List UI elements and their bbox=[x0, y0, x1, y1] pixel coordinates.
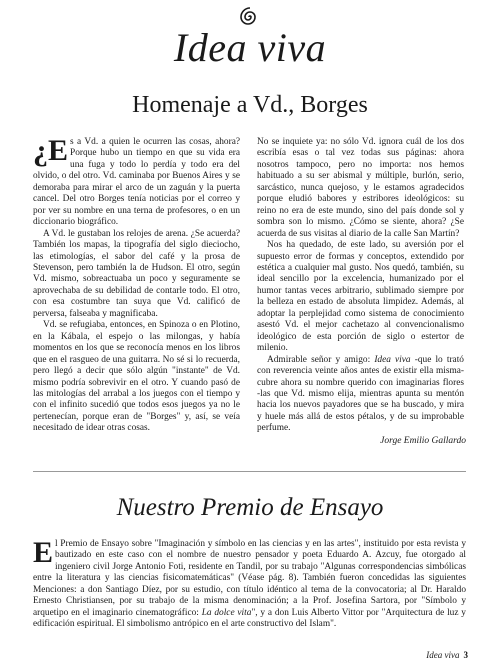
running-title: Idea viva bbox=[426, 650, 460, 660]
article-paragraph: A Vd. le gustaban los relojes de arena. ¿Se acuerda? También los mapas, la tipografía del siglo dieciocho, las etimologías, el sabor del café y la prosa de Stevenson, pero también la de Hudson. El otro, según Vd. mismo, sobreactuaba un poco y seguramente se aprovechaba de su debilidad de contarle todo. El otro, con esa costumbre tan suya que Vd. calificó de perversa, falseaba y magnificaba. bbox=[33, 228, 240, 319]
article-paragraph: ¿E s a Vd. a quien le ocurren las cosas, ahora? Porque hubo un tiempo en que su vida era una fuga y todo lo perdía y todo era del olvido, o del otro. Vd. caminaba por Buenos Aires y se demoraba para mirar el arco de un zaguán y la puerta cancel. Del otro Borges tenía noticias por el correo y por ver su nombre en una terna de profesores, o en un diccionario biográfico. bbox=[33, 134, 240, 228]
article-title: Homenaje a Vd., Borges bbox=[132, 92, 368, 118]
article-paragraph: Nos ha quedado, de este lado, su aversión por el supuesto error de formas y conceptos, extendido por estética a cualquier mal gusto. Nos quedó, también, su ideal sencillo por la excelencia, humanizado por el humor tantas veces arbitrario, sublimado siempre por la belleza en estado de absoluta limpidez. Además, al adoptar la perplejidad como sistema de conocimiento asestó Vd. el mejor cachetazo al convencionalismo ideológico de esta porción de siglo o estertor de milenio. bbox=[257, 240, 464, 354]
drop-cap: ¿E bbox=[33, 134, 69, 167]
magazine-title: Idea viva bbox=[173, 25, 327, 70]
section-title: Nuestro Premio de Ensayo bbox=[116, 494, 384, 521]
section-divider bbox=[33, 471, 466, 472]
page-number: 3 bbox=[463, 650, 468, 660]
essay-announcement bbox=[33, 536, 466, 631]
drop-cap: E bbox=[33, 536, 54, 569]
masthead bbox=[0, 6, 500, 68]
page-footer bbox=[426, 650, 468, 660]
article-paragraph: Admirable señor y amigo: Idea viva -que lo trató con reverencia veinte años antes de existir ella misma- cubre ahora su nombre querido con imaginarias flores -las que Vd. mismo elija, mientras apunta su mentón hacia los nuevos payadores que se ha buscado, y mira y huele más allá de estos pétalos, y de su improbable perfume. bbox=[257, 354, 464, 434]
article-author: Jorge Emilio Gallardo bbox=[380, 436, 466, 446]
essay-paragraph: El Premio de Ensayo sobre "Imaginación y símbolo en las ciencias y en las artes", instituido por esta revista y bautizado en este caso con el nombre de nuestro pensador y poeta Eduardo A. Azcuy, fue otorgado al ingeniero civil Jorge Antonio Foti, residente en Tandil, por su trabajo "Algunas correspondencias simbólicas entre la literatura y las ciencias fisicomatemáticas" (Véase pág. 8). También fueron concedidas las siguientes Menciones: a don Santiago Díez, por su estudio, con título idéntico al tema de la convocatoria; al Dr. Haraldo Ernesto Christiansen, por su trabajo de la misma denominación; a la Prof. Josefina Sartora, por "Símbolo y arquetipo en el imaginario cinematográfico: La dolce vita", y a don Luis Alberto Vittor por "Arquitectura de luz y edificación espiritual. El simbolismo antrópico en el arte constructivo del Islam". bbox=[33, 536, 466, 630]
article-paragraph: No se inquiete ya: no sólo Vd. ignora cuál de los dos escribía esas o tal vez todas sus páginas: ahora nosotros tampoco, pero no importa: nos hemos habituado a su ser abismal y múltiple, burlón, serio, sarcástico, nunca quejoso, y le estamos agradecidos porque eludió babores y estribores ideológicos: su reino no era de este mundo, sino del país donde sol y sombra son lo mismo. ¿Cómo se siente, ahora? ¿Se acuerda de sus visitas al diario de la calle San Martín? bbox=[257, 137, 464, 239]
article-column-right bbox=[257, 137, 464, 435]
article-paragraph: Vd. se refugiaba, entonces, en Spinoza o en Plotino, en la Kábala, el espejo o las milongas, y había momentos en los que se reconocía menos en los libros que en el rasgueo de una guitarra. No sé si lo recuerda, pero llegó a decir que sólo algún "instante" de Vd. mismo podría sobrevivir en el otro. Y cuando pasó de las mitologías del arrabal a los juegos con el tiempo y con el infinito sucedió que todos esos juegos ya no le pertenecían, porque eran de "Borges" y, así, se veía necesitado de idear otras cosas. bbox=[33, 320, 240, 434]
article-column-left bbox=[33, 134, 240, 435]
